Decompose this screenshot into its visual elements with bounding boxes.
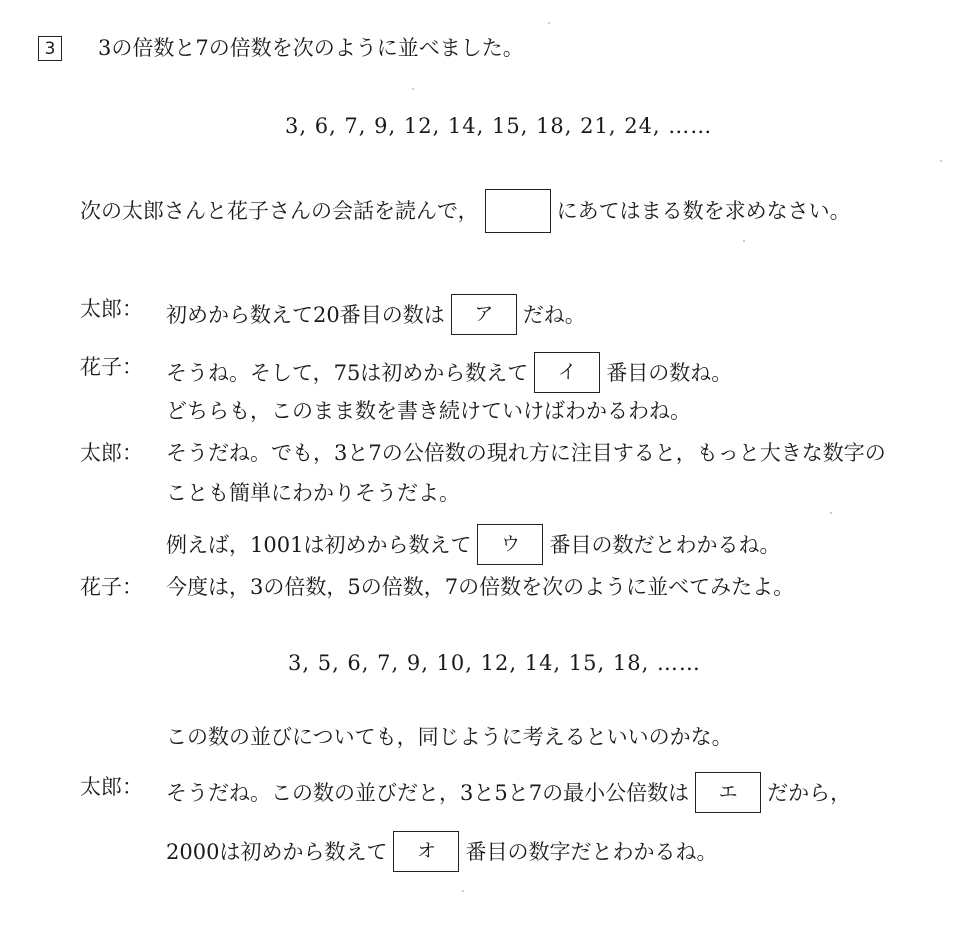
line-text: 例えば，1001は初めから数えて xyxy=(166,532,472,557)
answer-box-a: ア xyxy=(451,294,517,335)
scan-speck xyxy=(548,22,550,24)
line-text: だから， xyxy=(767,780,852,805)
answer-box-o: オ xyxy=(393,831,459,872)
dialogue-line-2 xyxy=(166,352,732,393)
speaker-taro: 太郎： xyxy=(80,441,143,465)
scan-speck xyxy=(462,890,464,892)
scan-speck xyxy=(412,88,414,90)
line-text: 番目の数字だとわかるね。 xyxy=(465,839,718,864)
instruction-text-after: にあてはまる数を求めなさい。 xyxy=(556,199,851,223)
blank-box xyxy=(485,189,551,233)
scan-speck xyxy=(830,512,832,514)
line-text: 番目の数ね。 xyxy=(606,360,733,385)
sequence-3-5-and-7: 3, 5, 6, 7, 9, 10, 12, 14, 15, 18, …… xyxy=(288,651,701,675)
dialogue-line-9 xyxy=(166,772,851,813)
dialogue-line-7: 今度は，3の倍数，5の倍数，7の倍数を次のように並べてみたよ。 xyxy=(166,575,795,599)
answer-box-i: イ xyxy=(534,352,600,393)
speaker-hanako: 花子： xyxy=(80,355,143,379)
answer-box-e: エ xyxy=(695,772,761,813)
dialogue-line-8: この数の並びについても，同じように考えるといいのかな。 xyxy=(166,725,733,749)
speaker-taro: 太郎： xyxy=(80,775,143,799)
speaker-taro: 太郎： xyxy=(80,297,143,321)
line-text: そうね。そして，75は初めから数えて xyxy=(166,360,529,385)
dialogue-line-3: どちらも，このまま数を書き続けていけばわかるわね。 xyxy=(166,399,691,423)
problem-intro: 3の倍数と7の倍数を次のように並べました。 xyxy=(98,36,524,60)
question-number: 3 xyxy=(38,36,62,61)
line-text: 初めから数えて20番目の数は xyxy=(166,302,445,327)
instruction-text-before: 次の太郎さんと花子さんの会話を読んで， xyxy=(80,199,479,223)
dialogue-line-1 xyxy=(166,294,586,335)
dialogue-line-5: ことも簡単にわかりそうだよ。 xyxy=(166,481,460,505)
answer-box-u: ウ xyxy=(477,524,543,565)
instruction xyxy=(80,189,851,233)
speaker-hanako: 花子： xyxy=(80,575,143,599)
line-text: 番目の数だとわかるね。 xyxy=(549,532,781,557)
line-text: そうだね。この数の並びだと，3と5と7の最小公倍数は xyxy=(166,780,690,805)
line-text: 2000は初めから数えて xyxy=(166,839,388,864)
dialogue-line-10 xyxy=(166,831,717,872)
dialogue-line-4: そうだね。でも，3と7の公倍数の現れ方に注目すると，もっと大きな数字の xyxy=(166,441,886,465)
sequence-3-and-7: 3, 6, 7, 9, 12, 14, 15, 18, 21, 24, …… xyxy=(285,114,713,138)
scan-speck xyxy=(743,240,745,242)
scan-speck xyxy=(940,160,942,162)
line-text: だね。 xyxy=(522,302,586,327)
dialogue-line-6 xyxy=(166,524,780,565)
